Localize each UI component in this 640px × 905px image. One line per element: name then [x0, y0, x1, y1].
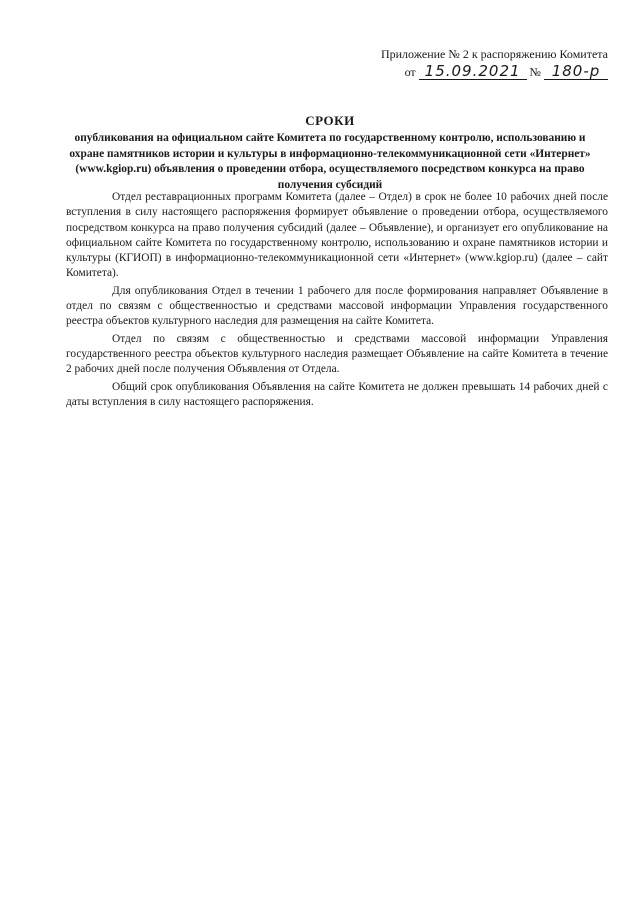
- body-paragraph: Для опубликования Отдел в течении 1 рабочего для после формирования направляет Объявление в отдел по связям с общественностью и средствами массовой информации Управления государственного реестра объектов культурного наследия для размещения на сайте Комитета.: [66, 284, 608, 328]
- title-block: [60, 113, 600, 193]
- document-title: СРОКИ: [305, 113, 355, 128]
- handwritten-date: 15.09.2021: [419, 64, 527, 80]
- number-label: №: [529, 65, 541, 79]
- body-paragraph: Отдел реставрационных программ Комитета (далее – Отдел) в срок не более 10 рабочих дней после вступления в силу настоящего распоряжения формирует объявление о проведении отбора, осуществляемого посредством конкурса на право получения субсидий (далее – Объявление), и организует его опубликование на официальном сайте Комитета по государственному контролю, использованию и охране памятников истории и культуры (КГИОП) в информационно-телекоммуникационной сети «Интернет» (www.kgiop.ru) (далее – сайт Комитета).: [66, 191, 608, 280]
- appendix-date-number-line: [348, 64, 608, 81]
- handwritten-number: 180-р: [544, 64, 608, 80]
- document-subtitle: опубликования на официальном сайте Комитета по государственному контролю, использованию и охране памятников истории и культуры в информационно-телекоммуникационной сети «Интернет» (www.kgiop.ru) объявления о проведении отбора, осуществляемого посредством конкурса на право получения субсидий: [69, 132, 591, 191]
- appendix-header: [348, 46, 608, 81]
- appendix-title: Приложение № 2 к распоряжению Комитета: [380, 47, 608, 61]
- body-paragraph: Отдел по связям с общественностью и средствами массовой информации Управления государственного реестра объектов культурного наследия размещает Объявление на сайте Комитета в течение 2 рабочих дней после получения Объявления от Отдела.: [66, 332, 608, 376]
- document-body: [66, 190, 608, 412]
- body-paragraph: Общий срок опубликования Объявления на сайте Комитета не должен превышать 14 рабочих дней с даты вступления в силу настоящего распоряжения.: [66, 380, 608, 408]
- from-label: от: [404, 65, 416, 79]
